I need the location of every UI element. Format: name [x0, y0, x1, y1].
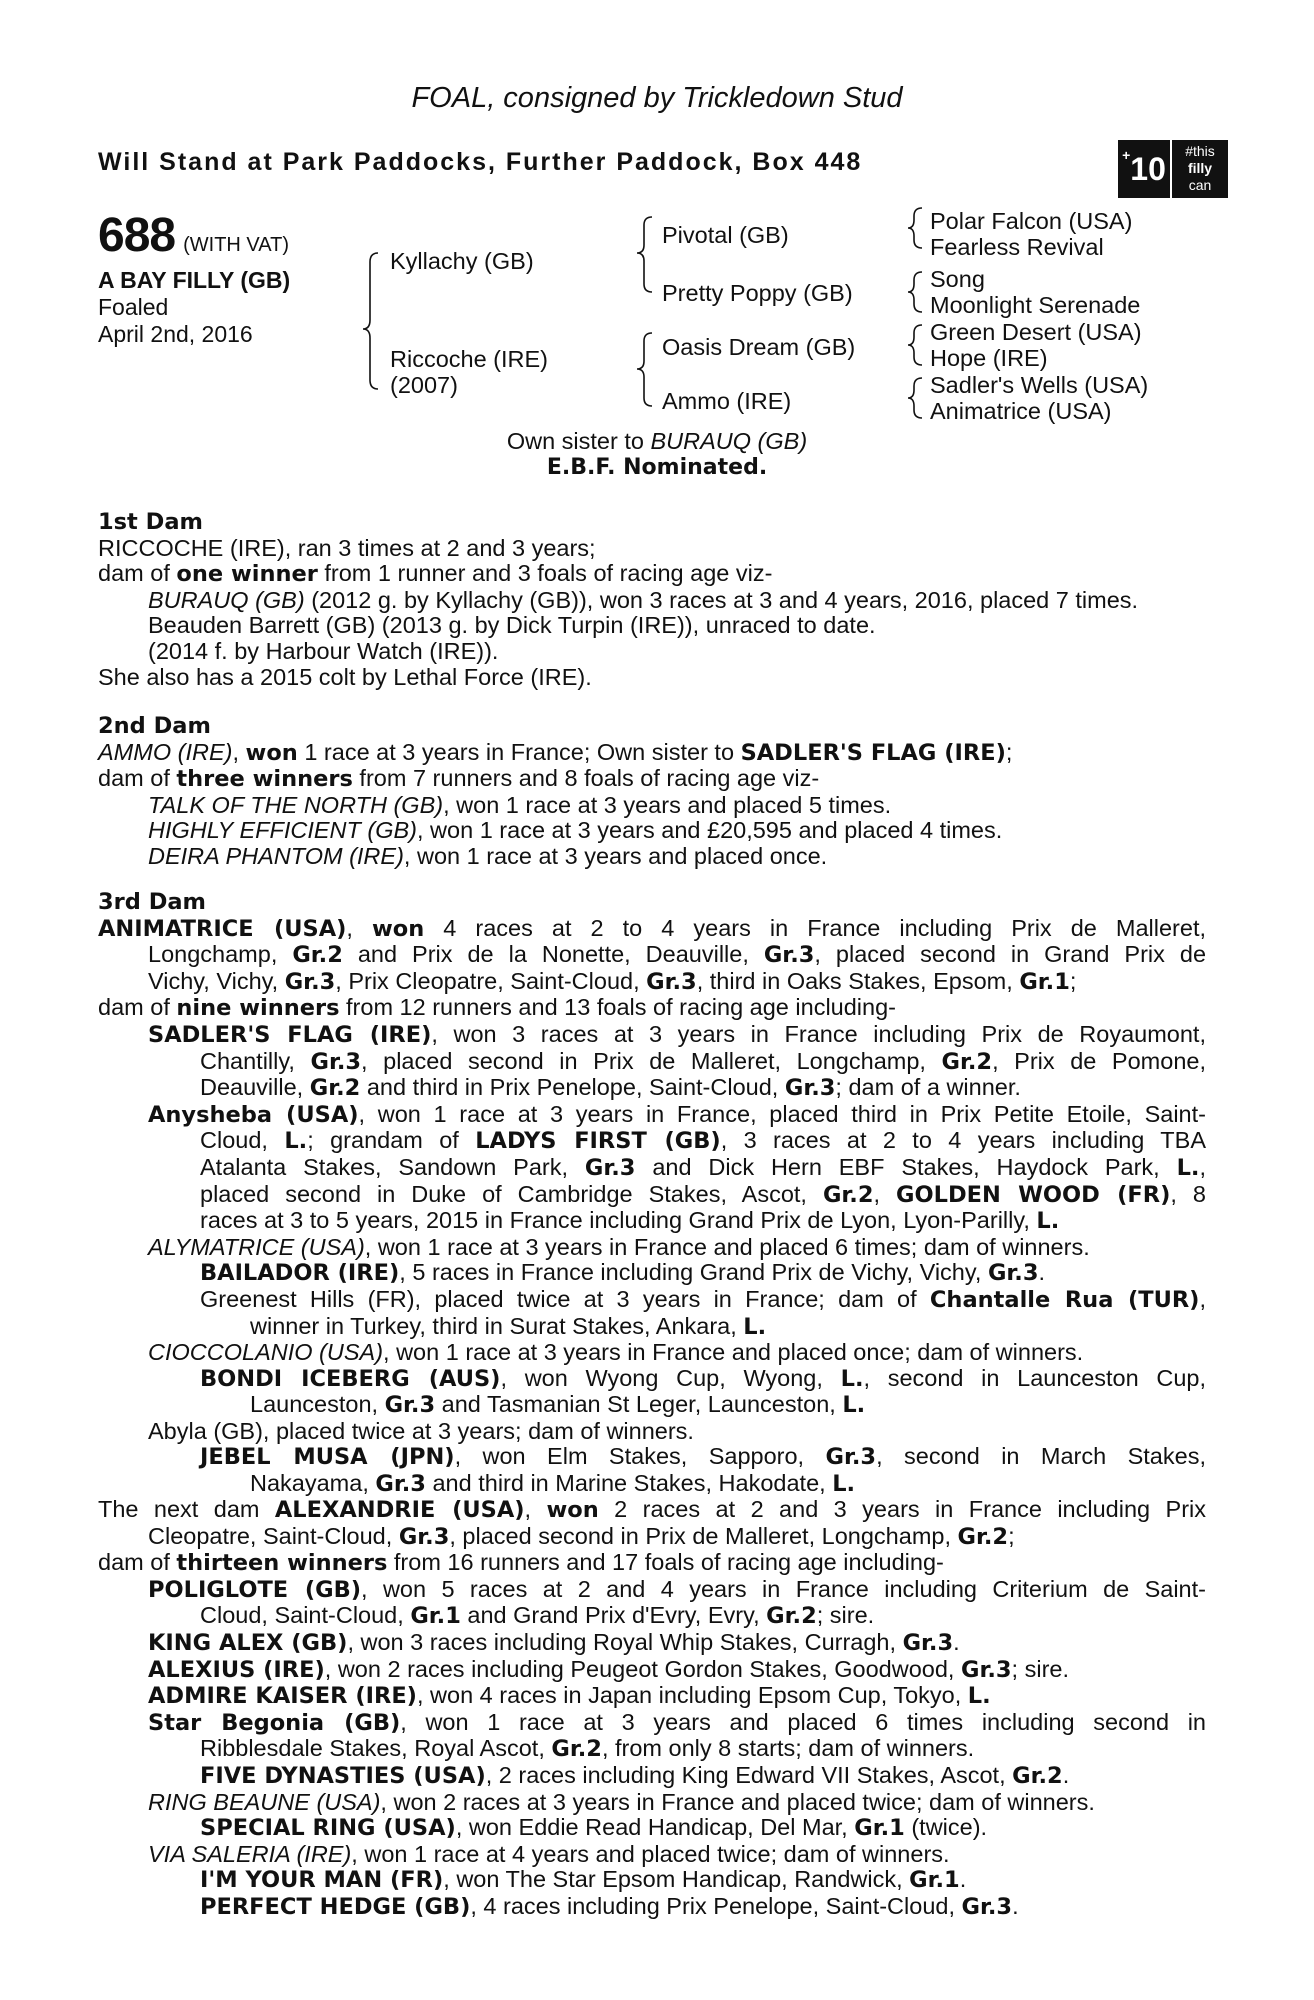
sss: Polar Falcon (USA): [930, 208, 1133, 234]
lot-name: A BAY FILLY (GB): [98, 267, 291, 293]
dds: Sadler's Wells (USA): [930, 372, 1149, 398]
third-dam-heading: 3rd Dam: [98, 889, 206, 915]
second-dam-heading: 2nd Dam: [98, 713, 211, 739]
foaled-label: Foaled: [98, 294, 169, 320]
lot-number: 688: [98, 209, 176, 262]
third-dam-section: 3rd Dam ANIMATRICE (USA), won 4 races at 2 to 4 years in France including Prix de Malleret, Longchamp, Gr.2 and Prix de la Nonette, Deauville, Gr.3, placed second in Grand Prix de Vichy, Vichy, Gr.3, Prix Cleopatre, Saint-Cloud, Gr.3, third in Oaks Stakes, Epsom, Gr.1; dam of nine winners from 12 runners and 13 foals of racing age including- SADLER'S FLAG (IRE), won 3 races at 3 years in France including Prix de Royaumont, Chantilly, Gr.3, placed second in Prix de Malleret, Longchamp, Gr.2, Prix de Pomone, Deauville, Gr.2 and third in Prix Penelope, Saint-Cloud, Gr.3; dam of a winner. Anysheba (USA), won 1 race at 3 years in France, placed third in Prix Petite Etoile, Saint- Cloud, L.; grandam of LADYS FIRST (GB), 3 races at 2 to 4 years including TBA Atalanta Stakes, Sandown Park, Gr.3 and Dick Hern EBF Stakes, Haydock Park, L., placed second in Duke of Cambridge Stakes, Ascot, Gr.2, GOLDEN WOOD (FR), 8 races at 3 to 5 years, 2015 in France including Grand Prix de Lyon, Lyon-Parilly, L. ALYMATRICE (USA), won 1 race at 3 years in France and placed 6 times; dam of winners. BAILADOR (IRE), 5 races in France including Grand Prix de Vichy, Vichy, Gr.3. Greenest Hills (FR), placed twice at 3 years in France; dam of Chantalle Rua (TUR), winner in Turkey, third in Surat Stakes, Ankara, L. CIOCCOLANIO (USA), won 1 race at 3 years in France and placed once; dam of winners. BONDI ICEBERG (AUS), won Wyong Cup, Wyong, L., second in Launceston Cup, Launceston, Gr.3 and Tasmanian St Leger, Launceston, L. Abyla (GB), placed twice at 3 years; dam of winners. JEBEL MUSA (JPN), won Elm Stakes, Sapporo, Gr.3, second in March Stakes, Nakayama, Gr.3 and third in Marine Stakes, Hakodate, L.: [98, 889, 1207, 1498]
own-sister-note: Own sister to BURAUQ (GB): [506, 428, 808, 454]
sds: Song: [930, 266, 985, 292]
vat-note: (WITH VAT): [183, 234, 289, 256]
pedigree-braces: [0, 0, 1314, 480]
sire: Kyllachy (GB): [390, 248, 534, 274]
dss: Green Desert (USA): [930, 319, 1142, 345]
plus-ten-icon: +10: [1118, 140, 1170, 198]
dam: Riccoche (IRE): [390, 346, 549, 372]
page-header: FOAL, consigned by Trickledown Stud: [411, 82, 903, 114]
stand-location: Will Stand at Park Paddocks, Further Paddock, Box 448: [98, 148, 863, 176]
next-dam-section: The next dam ALEXANDRIE (USA), won 2 races at 2 and 3 years in France including Prix Cleopatre, Saint-Cloud, Gr.3, placed second in Prix de Malleret, Longchamp, Gr.2; dam of thirteen winners from 16 runners and 17 foals of racing age including- POLIGLOTE (GB), won 5 races at 2 and 4 years in France including Criterium de Saint- Cloud, Saint-Cloud, Gr.1 and Grand Prix d'Evry, Evry, Gr.2; sire. KING ALEX (GB), won 3 races including Royal Whip Stakes, Curragh, Gr.3. ALEXIUS (IRE), won 2 races including Peugeot Gordon Stakes, Goodwood, Gr.3; sire. ADMIRE KAISER (IRE), won 4 races in Japan including Epsom Cup, Tokyo, L. Star Begonia (GB), won 1 race at 3 years and placed 6 times including second in Ribblesdale Stakes, Royal Ascot, Gr.2, from only 8 starts; dam of winners. FIVE DYNASTIES (USA), 2 races including King Edward VII Stakes, Ascot, Gr.2. RING BEAUNE (USA), won 2 races at 3 years in France and placed twice; dam of winners. SPECIAL RING (USA), won Eddie Read Handicap, Del Mar, Gr.1 (twice). VIA SALERIA (IRE), won 1 race at 4 years and placed twice; dam of winners. I'M YOUR MAN (FR), won The Star Epsom Handicap, Randwick, Gr.1. PERFECT HEDGE (GB), 4 races including Prix Penelope, Saint-Cloud, Gr.3.: [98, 1496, 1207, 1920]
second-dam-section: 2nd Dam AMMO (IRE), won 1 race at 3 years in France; Own sister to SADLER'S FLAG (IRE); dam of three winners from 7 runners and 8 foals of racing age viz- TALK OF THE NORTH (GB), won 1 race at 3 years and placed 5 times. HIGHLY EFFICIENT (GB), won 1 race at 3 years and £20,595 and placed 4 times. DEIRA PHANTOM (IRE), won 1 race at 3 years and placed once.: [98, 714, 1206, 870]
dam-dam: Ammo (IRE): [662, 388, 792, 414]
this-filly-can-logo: #this filly can: [1172, 140, 1228, 198]
dsd: Hope (IRE): [930, 345, 1048, 371]
sdd: Moonlight Serenade: [930, 292, 1141, 318]
ebf-note: E.B.F. Nominated.: [546, 455, 768, 480]
first-dam-heading: 1st Dam: [98, 509, 203, 535]
dam-sire: Oasis Dream (GB): [662, 334, 856, 360]
sire-dam: Pretty Poppy (GB): [662, 280, 853, 306]
dam-year: (2007): [390, 372, 458, 398]
sire-sire: Pivotal (GB): [662, 222, 789, 248]
first-dam-section: 1st Dam RICCOCHE (IRE), ran 3 times at 2 and 3 years; dam of one winner from 1 runner and 3 foals of racing age viz- BURAUQ (GB) (2012 g. by Kyllachy (GB)), won 3 races at 3 and 4 years, 2016, placed 7 times. Beauden Barrett (GB) (2013 g. by Dick Turpin (IRE)), unraced to date. (2014 f. by Harbour Watch (IRE)). She also has a 2015 colt by Lethal Force (IRE).: [98, 510, 1206, 690]
foaled-date: April 2nd, 2016: [98, 321, 253, 347]
ssd: Fearless Revival: [930, 234, 1104, 260]
ddd: Animatrice (USA): [930, 398, 1112, 424]
